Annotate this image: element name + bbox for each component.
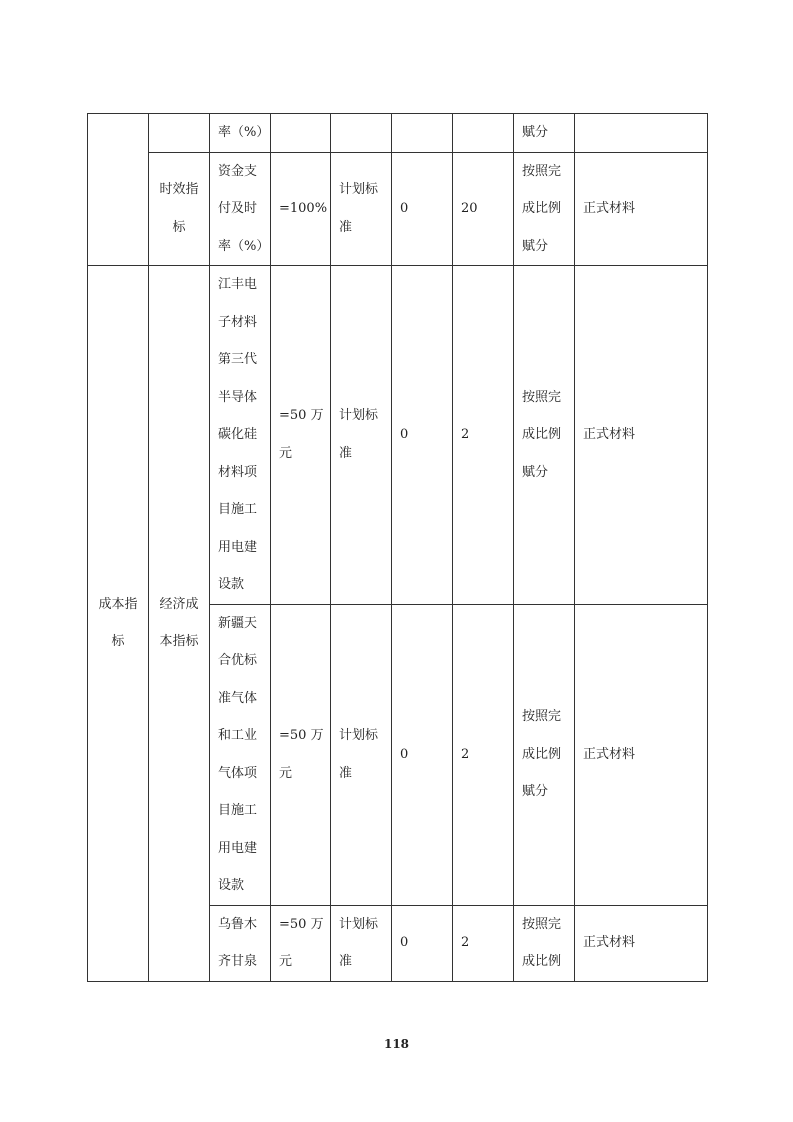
method-cell: 按照完 成比例 赋分 (514, 152, 575, 266)
material-cell: 正式材料 (575, 604, 708, 905)
standard-cell: 计划标 准 (331, 905, 392, 981)
low-cell: 0 (392, 266, 453, 605)
page-number: 118 (383, 1037, 410, 1051)
indicator-table (87, 113, 708, 982)
material-cell: 正式材料 (575, 152, 708, 266)
low-cell: 0 (392, 604, 453, 905)
table-row (88, 152, 708, 266)
target-cell: =50 万 元 (271, 604, 331, 905)
standard-cell: 计划标 准 (331, 266, 392, 605)
low-cell: 0 (392, 905, 453, 981)
low-cell: 0 (392, 152, 453, 266)
method-cell: 按照完 成比例 赋分 (514, 266, 575, 605)
score-cell: 2 (453, 604, 514, 905)
method-cell: 按照完 成比例 (514, 905, 575, 981)
target-cell: =50 万 元 (271, 266, 331, 605)
table-row (88, 114, 708, 153)
method-cell: 赋分 (514, 114, 575, 153)
level2-cell: 时效指 标 (149, 152, 210, 266)
level1-cell: 成本指 标 (88, 266, 149, 982)
low-cell (392, 114, 453, 153)
method-cell: 按照完 成比例 赋分 (514, 604, 575, 905)
standard-cell (331, 114, 392, 153)
target-cell (271, 114, 331, 153)
indicator-name-cell: 江丰电 子材料 第三代 半导体 碳化硅 材料项 目施工 用电建 设款 (210, 266, 271, 605)
target-cell: =100% (271, 152, 331, 266)
level2-cell (149, 114, 210, 153)
standard-cell: 计划标 准 (331, 152, 392, 266)
level1-cell (88, 114, 149, 266)
target-cell: =50 万 元 (271, 905, 331, 981)
table-row (88, 266, 708, 605)
indicator-name-cell: 乌鲁木 齐甘泉 (210, 905, 271, 981)
score-cell (453, 114, 514, 153)
standard-cell: 计划标 准 (331, 604, 392, 905)
score-cell: 2 (453, 905, 514, 981)
indicator-name-cell: 资金支 付及时 率（%） (210, 152, 271, 266)
material-cell: 正式材料 (575, 905, 708, 981)
level2-cell: 经济成 本指标 (149, 266, 210, 982)
material-cell (575, 114, 708, 153)
score-cell: 2 (453, 266, 514, 605)
material-cell: 正式材料 (575, 266, 708, 605)
score-cell: 20 (453, 152, 514, 266)
indicator-name-cell: 率（%） (210, 114, 271, 153)
indicator-name-cell: 新疆天 合优标 准气体 和工业 气体项 目施工 用电建 设款 (210, 604, 271, 905)
